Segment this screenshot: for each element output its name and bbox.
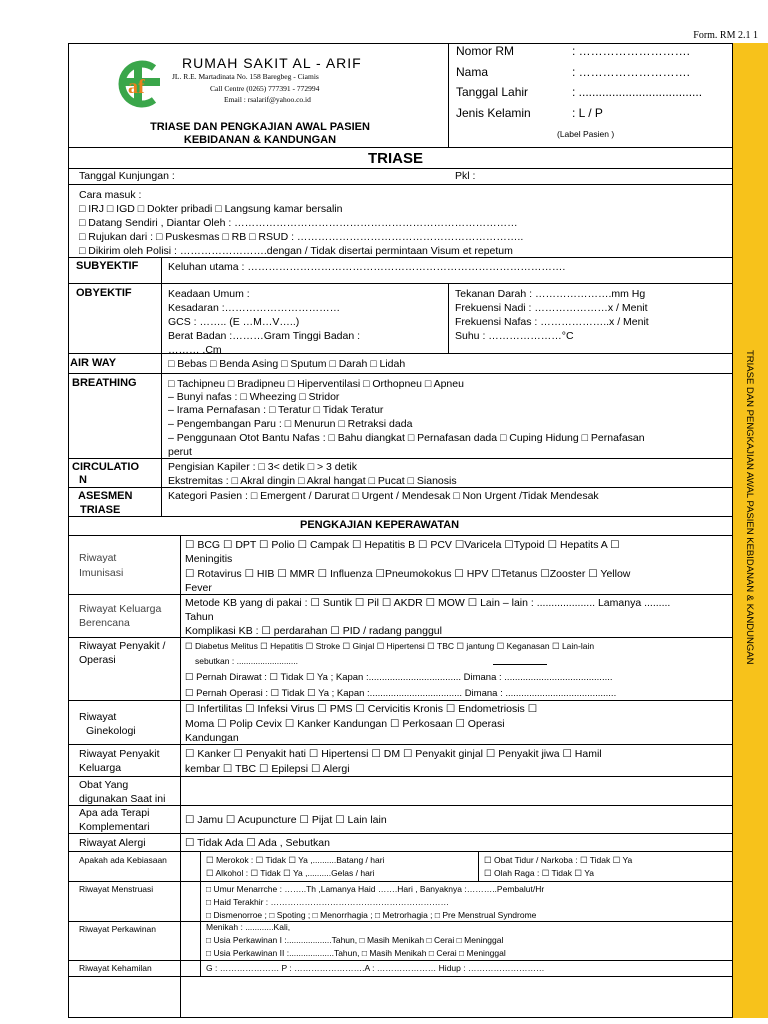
penyakit-sebutkan[interactable]: sebutkan : .......................... [195,656,298,666]
berat-badan[interactable]: Berat Badan :………Gram Tinggi Badan : [168,330,361,342]
hospital-address: JL. R.E. Martadinata No. 158 Baregbeg - Ciamis [172,72,319,81]
keluhan-utama[interactable]: Keluhan utama : ………………………………………………………………………………. [168,261,566,273]
rule [68,637,733,638]
svg-text:af: af [128,76,145,98]
asesmen-label-2: TRIASE [80,504,121,516]
breathing-line2[interactable]: – Bunyi nafas : □ Wheezing □ Stridor [168,391,340,403]
nomor-rm-label: Nomor RM [456,44,515,58]
underline [493,664,547,665]
keluarga-line2[interactable]: kembar ☐ TBC ☐ Epilepsi ☐ Alergi [185,763,350,775]
tanggal-lahir-label: Tanggal Lahir [456,85,529,99]
gcs[interactable]: GCS : …….. (E …M…V…..) [168,316,300,328]
rule [68,535,733,536]
frekuensi-nafas[interactable]: Frekuensi Nafas : ………………..x / Menit [455,316,649,328]
rule [68,353,733,354]
rule [68,833,733,834]
ginekologi-label-1: Riwayat [79,711,117,723]
perkawinan-divider [200,921,201,961]
kehamilan-divider [200,960,201,977]
menstruasi-divider [200,881,201,921]
pengisian-kapiler[interactable]: Pengisian Kapiler : □ 3< detik □ > 3 detik [168,461,357,473]
rule [68,776,733,777]
hospital-logo [112,58,166,110]
subyektif-label: SUBYEKTIF [76,260,139,272]
kebiasaan-divider [200,851,201,881]
menstruasi-label: Riwayat Menstruasi [79,884,154,894]
kb-line3[interactable]: Komplikasi KB : ☐ perdarahan ☐ PID / radang panggul [185,625,442,637]
breathing-line5[interactable]: – Penggunaan Otot Bantu Nafas : □ Bahu diangkat □ Pernafasan dada □ Cuping Hidung □ Pernafasan [168,432,645,444]
airway-label: AIR WAY [70,357,117,369]
penyakit-line1[interactable]: ☐ Diabetus Melitus ☐ Hepatitis ☐ Stroke ☐ Ginjal ☐ Hipertensi ☐ TBC ☐ jantung ☐ Keganasan ☐ Lain-lain [185,641,595,651]
jenis-kelamin-label: Jenis Kelamin [456,106,531,120]
rule [68,700,733,701]
hospital-email: Email : rsalarif@yahoo.co.id [224,95,311,104]
rule [68,921,733,922]
kb-label-2: Berencana [79,617,130,629]
breathing-line6: perut [168,446,192,458]
terapi-options[interactable]: ☐ Jamu ☐ Acupuncture ☐ Pijat ☐ Lain lain [185,814,387,826]
perkawinan-line1[interactable]: Menikah : ............Kali, [206,922,291,932]
suhu[interactable]: Suhu : …………………°C [455,330,574,342]
jenis-kelamin-field[interactable]: : L / P [572,106,603,120]
asesmen-label-1: ASESMEN [78,490,133,502]
kb-label-1: Riwayat Keluarga [79,603,162,615]
circulation-label-1: CIRCULATIO [72,461,140,473]
rule [68,516,733,517]
breathing-line1[interactable]: □ Tachipneu □ Bradipneu □ Hiperventilasi □ Orthopneu □ Apneu [168,378,464,390]
obyektif-divider [448,283,449,353]
keluarga-line1[interactable]: ☐ Kanker ☐ Penyakit hati ☐ Hipertensi ☐ DM ☐ Penyakit ginjal ☐ Penyakit jiwa ☐ Hamil [185,748,602,760]
header-divider [448,43,449,147]
imunisasi-label-1: Riwayat [79,552,117,564]
ginekologi-line3: Kandungan [185,732,239,744]
tekanan-darah[interactable]: Tekanan Darah : ………………….mm Hg [455,288,646,300]
rule [68,594,733,595]
rule [68,168,733,169]
alergi-options[interactable]: ☐ Tidak Ada ☐ Ada , Sebutkan [185,837,330,849]
imunisasi-line1[interactable]: ☐ BCG ☐ DPT ☐ Polio ☐ Campak ☐ Hepatitis B ☐ PCV ☐Varicela ☐Typoid ☐ Hepatits A ☐ [185,539,620,551]
rule [68,805,733,806]
triase-title: TRIASE [368,150,424,167]
perkawinan-label: Riwayat Perkawinan [79,924,157,934]
rule [68,147,733,148]
triase-label-column [161,257,162,516]
circulation-label-2: N [79,474,87,486]
cara-masuk-line4[interactable]: □ Dikirim oleh Polisi : …………………….dengan / Tidak disertai permintaan Visum et repetum [79,245,513,257]
pkl-field[interactable]: Pkl : [455,170,476,182]
imunisasi-line4: Fever [185,582,212,594]
terapi-label-2: Komplementari [79,821,150,833]
hospital-phone: Call Centre (0265) 777391 - 772994 [210,84,320,93]
side-label: TRIASE DAN PENGKAJIAN AWAL PASIEN KEBIDANAN & KANDUNGAN [744,350,755,665]
kehamilan-gpa[interactable]: G : ………………… P : …………………….A : ………………… Hidup : ……………………… [206,963,545,973]
cara-masuk-label: Cara masuk : [79,189,142,201]
rule [68,851,733,852]
form-code: Form. RM 2.1 1 [693,30,758,41]
label-pasien-caption: (Label Pasien ) [557,129,615,139]
kategori-pasien[interactable]: Kategori Pasien : □ Emergent / Darurat □ Urgent / Mendesak □ Non Urgent /Tidak Mendesak [168,490,599,502]
imunisasi-label-2: Imunisasi [79,567,124,579]
cara-masuk-line3[interactable]: □ Rujukan dari : □ Puskesmas □ RB □ RSUD : ……………………………………………………….. [79,231,524,243]
olah-raga[interactable]: ☐ Olah Raga : ☐ Tidak ☐ Ya [484,868,594,878]
obat-tidur[interactable]: ☐ Obat Tidur / Narkoba : ☐ Tidak ☐ Ya [484,855,633,865]
breathing-label: BREATHING [72,377,137,389]
breathing-line3[interactable]: – Irama Pernafasan : □ Teratur □ Tidak Teratur [168,404,384,416]
rule [68,976,733,977]
rule [68,881,733,882]
alergi-label: Riwayat Alergi [79,837,146,849]
tanggal-kunjungan[interactable]: Tanggal Kunjungan : [79,170,175,182]
penyakit-label-2: Operasi [79,654,116,666]
frekuensi-nadi[interactable]: Frekuensi Nadi : …………………x / Menit [455,302,648,314]
kebiasaan-divider-right [478,851,479,881]
menstruasi-line1[interactable]: □ Umur Menarrche : ……..Th ,Lamanya Haid …….Hari , Banyaknya :………..Pembalut/Hr [206,884,545,894]
perkawinan-line2[interactable]: □ Usia Perkawinan I :...................Tahun, □ Masih Menikah □ Cerai □ Meninggal [206,935,504,945]
rule [68,283,733,284]
rule [68,257,733,258]
rule [68,487,733,488]
imunisasi-line3[interactable]: ☐ Rotavirus ☐ HIB ☐ MMR ☐ Influenza ☐Pneumokokus ☐ HPV ☐Tetanus ☐Zooster ☐ Yellow [185,568,631,580]
penyakit-label-1: Riwayat Penyakit / [79,640,166,652]
keadaan-umum[interactable]: Keadaan Umum : [168,288,250,300]
ginekologi-label-2: Ginekologi [86,725,136,737]
tinggi-badan-cm[interactable]: ……… .Cm [168,344,222,356]
merokok[interactable]: ☐ Merokok : ☐ Tidak ☐ Ya ,..........Batang / hari [206,855,385,865]
rule [68,373,733,374]
imunisasi-line2: Meningitis [185,553,233,565]
kb-line1[interactable]: Metode KB yang di pakai : ☐ Suntik ☐ Pil ☐ AKDR ☐ MOW ☐ Lain – lain : .................... Lamanya ......... [185,597,671,609]
rule [68,458,733,459]
nomor-rm-field[interactable]: : ………………………. [572,44,691,58]
kebiasaan-label: Apakah ada Kebiasaan [79,855,167,865]
keluarga-label-1: Riwayat Penyakit [79,748,160,760]
nama-label: Nama [456,65,489,79]
terapi-label-1: Apa ada Terapi [79,807,150,819]
rule [68,960,733,961]
cara-masuk-line2[interactable]: □ Datang Sendiri , Diantar Oleh : ……………………………………………………………………… [79,217,518,229]
kb-line2: Tahun [185,611,214,623]
ginekologi-line2[interactable]: Moma ☐ Polip Cevix ☐ Kanker Kandungan ☐ Perkosaan ☐ Operasi [185,718,505,730]
menstruasi-line2[interactable]: □ Haid Terakhir : ……………………………………………………… [206,897,450,907]
obyektif-label: OBYEKTIF [76,287,132,299]
ekstremitas[interactable]: Ekstremitas : □ Akral dingin □ Akral hangat □ Pucat □ Sianosis [168,475,457,487]
form-title-line2: KEBIDANAN & KANDUNGAN [183,134,337,146]
nama-field[interactable]: : ………………………. [572,65,691,79]
tanggal-lahir-field[interactable]: : ..................................... [572,85,703,99]
keluarga-label-2: Keluarga [79,762,122,774]
kesadaran[interactable]: Kesadaran :…………………………… [168,302,341,314]
pengkajian-title: PENGKAJIAN KEPERAWATAN [300,519,460,531]
breathing-line4[interactable]: – Pengembangan Paru : □ Menurun □ Retraksi dada [168,418,413,430]
obat-label-1: Obat Yang [79,779,129,791]
rule [68,744,733,745]
form-title-line1: TRIASE DAN PENGKAJIAN AWAL PASIEN [150,121,370,133]
ginekologi-line1[interactable]: ☐ Infertilitas ☐ Infeksi Virus ☐ PMS ☐ Cervicitis Kronis ☐ Endometriosis ☐ [185,703,538,715]
rule [68,184,733,185]
obat-label-2: digunakan Saat ini [79,793,166,805]
pernah-dirawat[interactable]: ☐ Pernah Dirawat : ☐ Tidak ☐ Ya ; Kapan :................................... Dimana : ......................................... [185,672,613,683]
pernah-operasi[interactable]: ☐ Pernah Operasi : ☐ Tidak ☐ Ya ; Kapan :................................... Dimana : .......................................... [185,688,617,699]
kehamilan-label: Riwayat Kehamilan [79,963,152,973]
hospital-name: RUMAH SAKIT AL - ARIF [182,55,362,71]
airway-options[interactable]: □ Bebas □ Benda Asing □ Sputum □ Darah □ Lidah [168,358,406,370]
menstruasi-line3[interactable]: □ Dismenorroe ; □ Spoting ; □ Menorrhagia ; □ Metrorhagia ; □ Pre Menstrual Syndrome [206,910,537,920]
alkohol[interactable]: ☐ Alkohol : ☐ Tidak ☐ Ya ,..........Gelas / hari [206,868,375,878]
cara-masuk-line1[interactable]: □ IRJ □ IGD □ Dokter pribadi □ Langsung kamar bersalin [79,203,343,215]
perkawinan-line3[interactable]: □ Usia Perkawinan II :...................Tahun, □ Masih Menikah □ Cerai □ Meninggal [206,948,506,958]
